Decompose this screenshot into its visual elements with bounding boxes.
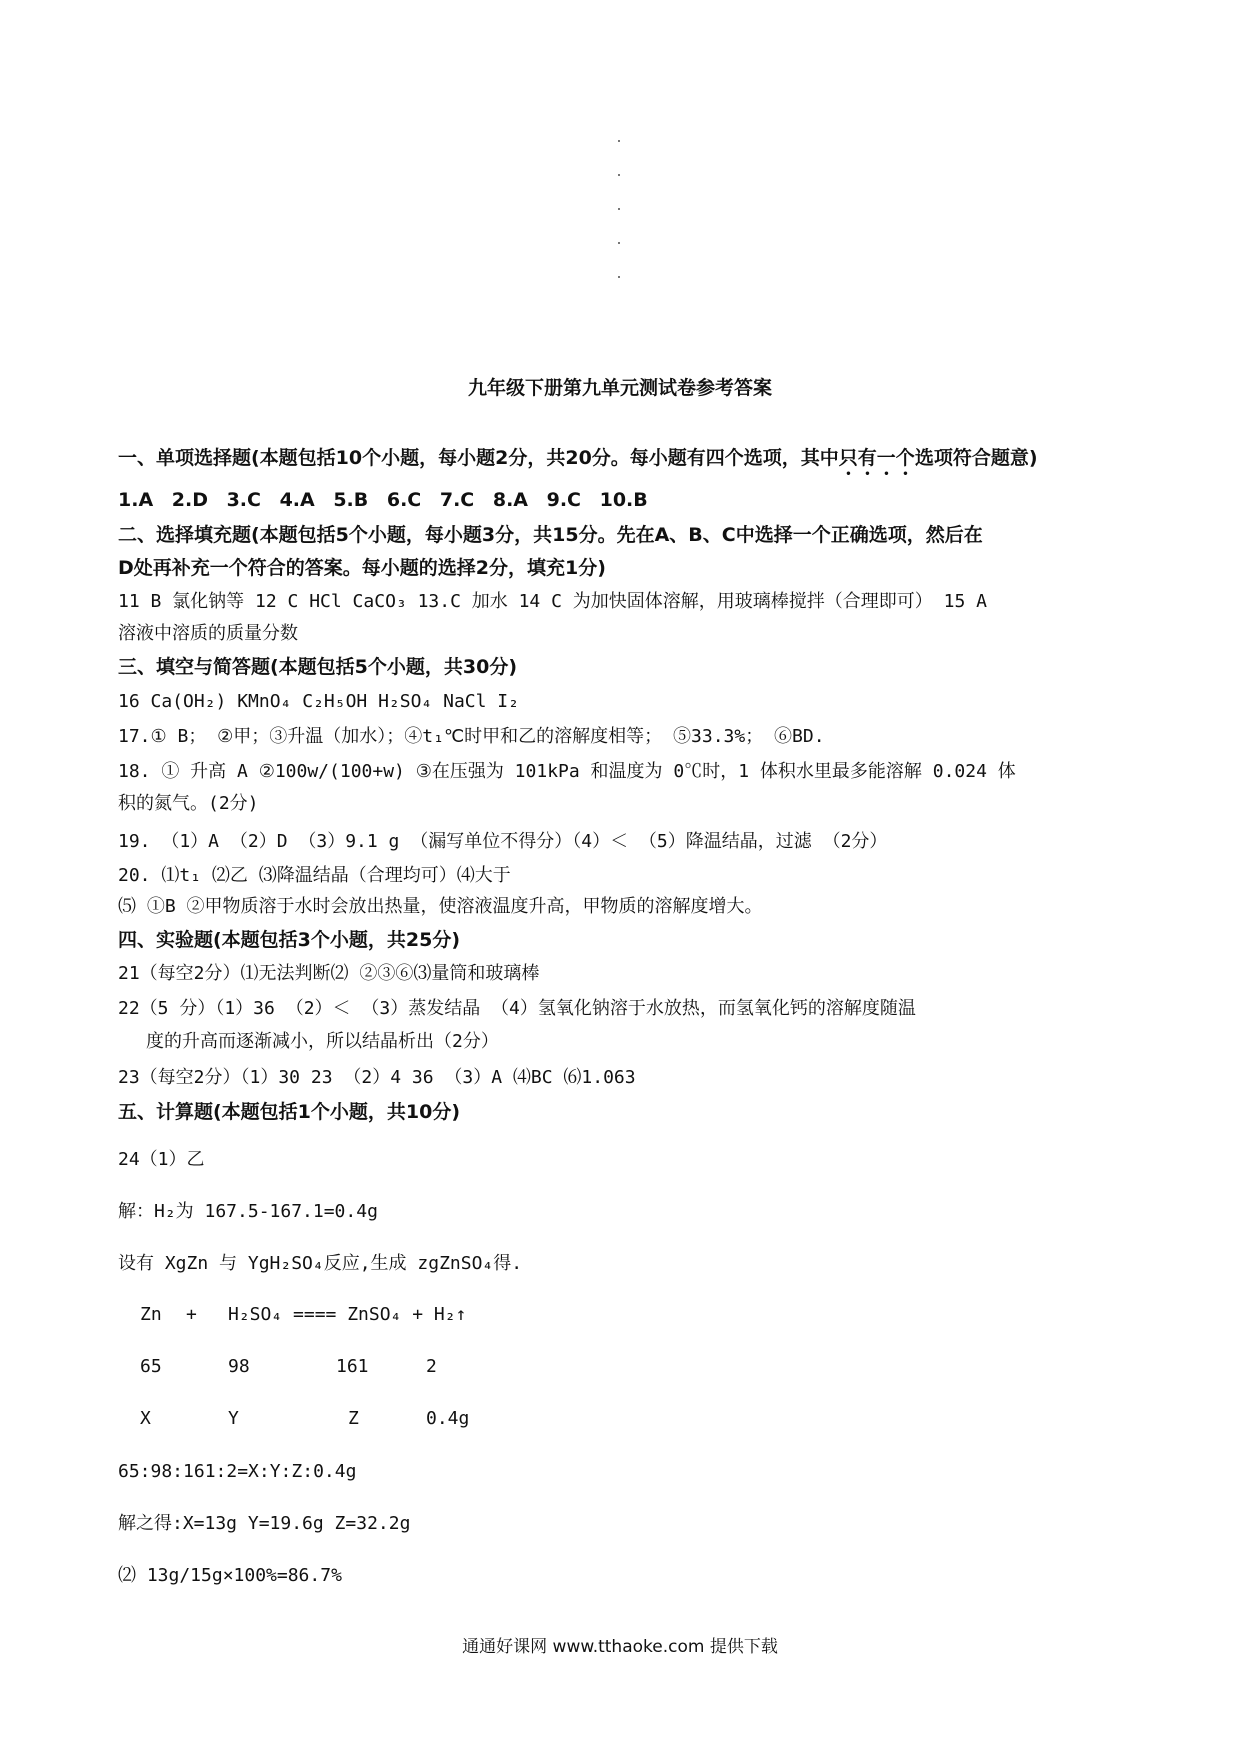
dotted-marks — [618, 140, 622, 310]
q20-answer-line-1: 20. ⑴t₁ ⑵乙 ⑶降温结晶（合理均可）⑷大于 — [118, 865, 511, 886]
q22-answer-line-1: 22（5 分）（1）36 （2）＜ （3）蒸发结晶 （4）氢氧化钠溶于水放热，而氢氧化钙的溶解度随温 — [118, 998, 916, 1019]
q18-answer-line-2: 积的氮气。(2分) — [118, 793, 259, 814]
section-2-header-line-1: 二、选择填充题(本题包括5个小题，每小题3分，共15分。先在A、B、C中选择一个正确选项，然后在 — [118, 524, 983, 546]
q24-part-2: ⑵ 13g/15g×100%=86.7% — [118, 1565, 342, 1586]
ratio-line: 65:98:161:2=X:Y:Z:0.4g — [118, 1461, 357, 1482]
solution-line-2: 设有 XgZn 与 YgH₂SO₄反应,生成 zgZnSO₄得. — [118, 1253, 523, 1274]
q23-answer: 23（每空2分）（1）30 23 （2）4 36 （3）A ⑷BC ⑹1.063 — [118, 1067, 636, 1088]
equation-plus: + — [186, 1304, 197, 1325]
section-2-header-line-2: D处再补充一个符合的答案。每小题的选择2分，填充1分) — [118, 557, 606, 579]
emphasized-phrase: 只有一个 — [838, 447, 915, 469]
mass-h2: 2 — [426, 1356, 437, 1377]
page-title: 九年级下册第九单元测试卷参考答案 — [467, 377, 772, 399]
mass-h2so4: 98 — [228, 1356, 250, 1377]
solution-line-1: 解：H₂为 167.5-167.1=0.4g — [118, 1201, 378, 1222]
q16-answer: 16 Ca(OH₂) KMnO₄ C₂H₅OH H₂SO₄ NaCl I₂ — [118, 691, 519, 712]
section-1-header: 一、单项选择题(本题包括10个小题，每小题2分，共20分。每小题有四个选项，其中只有一个选项符合题意) — [118, 447, 1038, 469]
q21-answer: 21（每空2分）⑴无法判断⑵ ②③⑥⑶量筒和玻璃棒 — [118, 963, 540, 984]
q17-answer: 17.① B； ②甲；③升温（加水）；④t₁℃时甲和乙的溶解度相等； ⑤33.3%； ⑥BD. — [118, 726, 825, 747]
var-h2-mass: 0.4g — [426, 1408, 470, 1429]
section-3-header: 三、填空与简答题(本题包括5个小题，共30分) — [118, 656, 518, 678]
result-line: 解之得:X=13g Y=19.6g Z=32.2g — [118, 1513, 411, 1534]
q20-answer-line-2: ⑸ ①B ②甲物质溶于水时会放出热量，使溶液温度升高，甲物质的溶解度增大。 — [118, 896, 763, 917]
mass-znso4: 161 — [336, 1356, 369, 1377]
q22-answer-line-2: 度的升高而逐渐减小，所以结晶析出（2分） — [146, 1031, 499, 1052]
footer-download-credit: 通通好课网 www.tthaoke.com 提供下载 — [462, 1637, 778, 1657]
section-5-header: 五、计算题(本题包括1个小题，共10分) — [118, 1101, 461, 1123]
q24-part-1: 24（1）乙 — [118, 1149, 205, 1170]
var-y: Y — [228, 1408, 239, 1429]
section-2-answers-line-1: 11 B 氯化钠等 12 C HCl CaCO₃ 13.C 加水 14 C 为加快固体溶解，用玻璃棒搅拌（合理即可） 15 A — [118, 591, 987, 612]
var-x: X — [140, 1408, 151, 1429]
section-4-header: 四、实验题(本题包括3个小题，共25分) — [118, 929, 461, 951]
var-z: Z — [348, 1408, 359, 1429]
section-1-answers: 1.A 2.D 3.C 4.A 5.B 6.C 7.C 8.A 9.C 10.B — [118, 489, 648, 511]
mass-zn: 65 — [140, 1356, 162, 1377]
q18-answer-line-1: 18. ① 升高 A ②100w/(100+w) ③在压强为 101kPa 和温度为 0℃时，1 体积水里最多能溶解 0.024 体 — [118, 761, 1016, 782]
equation-reactant-zn: Zn — [140, 1304, 162, 1325]
q19-answer: 19. （1）A （2）D （3）9.1 g （漏写单位不得分）（4）＜ （5）降温结晶，过滤 （2分） — [118, 831, 888, 852]
equation-rest: H₂SO₄ ==== ZnSO₄ + H₂↑ — [228, 1304, 467, 1325]
section-2-answers-line-2: 溶液中溶质的质量分数 — [118, 623, 298, 644]
